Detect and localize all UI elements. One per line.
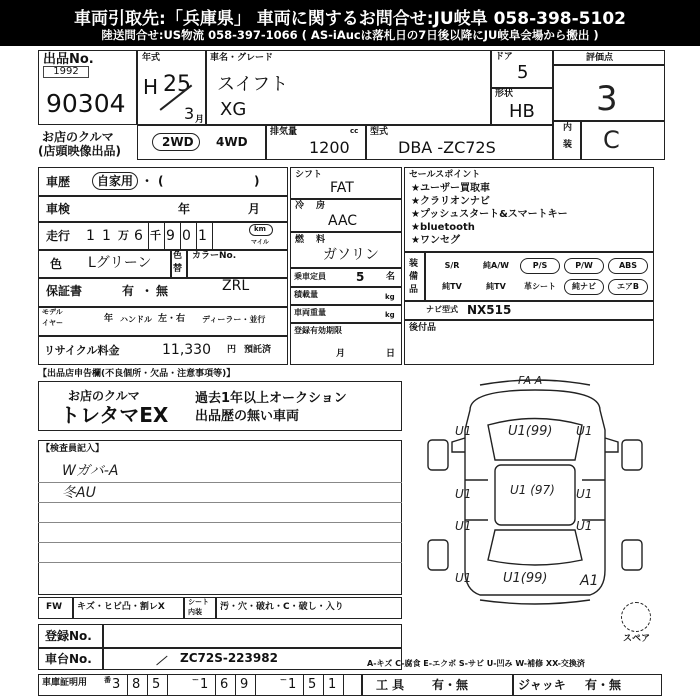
equip-label-char: 装 xyxy=(409,259,419,269)
lot-stamp: 1992 xyxy=(43,66,89,78)
tools-options: 有・無 xyxy=(432,678,469,692)
equip-label-char: 備 xyxy=(409,272,419,282)
equipment-item: 純TV xyxy=(442,282,462,291)
sales-point-item: ★ユーザー買取車 xyxy=(411,183,490,194)
car-grade: XG xyxy=(220,99,247,120)
model-year-unit: 年 xyxy=(104,314,114,324)
weight-unit: kg xyxy=(385,311,395,319)
equipment-item: 純ナビ xyxy=(564,279,604,295)
fw-label: FW xyxy=(46,602,63,612)
cert-digit: 8 xyxy=(132,677,141,692)
shape-value: HB xyxy=(509,101,535,122)
cert-label: 車庫証明用 xyxy=(42,678,88,688)
displacement-label: 排気量 xyxy=(270,127,298,137)
weight-label: 車両重量 xyxy=(294,308,326,317)
notes-label: 【出品店申告欄(不良個所・欠品・注意事項等)】 xyxy=(38,369,236,379)
doors-label: ドア xyxy=(495,52,513,62)
header-shipping-line: 陸送問合せ:US物流 058-397-1066 ( AS-iAucは落札日の7日後以降にJU岐阜会場から搬出 ) xyxy=(101,28,599,42)
displacement-value: 1200 xyxy=(309,138,350,157)
history-paren-open: ( xyxy=(158,174,164,188)
month-unit: 月 xyxy=(195,115,205,125)
cert-digit: 1 xyxy=(288,677,297,692)
km-label: km xyxy=(254,225,266,233)
inspection-label: 車検 xyxy=(46,202,71,216)
history-value: 自家用 xyxy=(97,174,134,188)
color-change-2: 替 xyxy=(173,264,183,274)
equipment-item: P/W xyxy=(564,258,604,274)
warranty-sep: ・ xyxy=(141,284,154,298)
load-label: 積載量 xyxy=(294,290,318,299)
warranty-yes: 有 xyxy=(122,284,135,298)
cert-digit: 9 xyxy=(240,677,249,692)
diagram-mark: U1 xyxy=(455,424,472,438)
displacement-unit: cc xyxy=(350,127,359,135)
diagram-mark: FA A xyxy=(518,374,543,387)
spec-table xyxy=(290,167,402,365)
diagram-mark: U1 xyxy=(576,424,593,438)
notes-line-1: 過去1年以上オークション xyxy=(195,391,347,406)
fuel-label-2: 料 xyxy=(316,235,326,245)
fw-text: キズ・ヒビ凸・割レX xyxy=(77,602,165,612)
diagram-mark: U1 (97) xyxy=(510,483,555,497)
year-value: 25 xyxy=(163,72,191,97)
aftermarket-box xyxy=(404,320,654,365)
notes-shop-title: お店のクルマ xyxy=(68,389,140,403)
cert-digit: 6 xyxy=(220,677,229,692)
rating-score: 3 xyxy=(596,79,618,119)
drive-2wd: 2WD xyxy=(162,135,194,149)
reg-month-unit: 月 xyxy=(336,349,346,359)
tools-label: 工 具 xyxy=(376,678,405,692)
equipment-item: P/S xyxy=(520,258,560,274)
color-no-value: ZRL xyxy=(222,278,250,294)
recycle-unit: 円 xyxy=(227,345,237,355)
equipment-item: 純TV xyxy=(486,282,506,291)
shift-label: シフト xyxy=(295,170,323,180)
dealer-label: ディーラー・並行 xyxy=(202,315,266,324)
shop-note-1: お店のクルマ xyxy=(42,130,114,144)
cert-mark: 番 xyxy=(104,676,111,684)
mileage-digit: 0 xyxy=(182,228,191,244)
capacity-label: 乗車定員 xyxy=(294,272,326,281)
diagram-mark: U1 xyxy=(576,487,593,501)
spare-label: スペア xyxy=(623,634,651,644)
ac-label-1: 冷 xyxy=(295,201,305,211)
history-paren-close: ) xyxy=(254,174,260,188)
reg-expiry-label: 登録有効期限 xyxy=(294,326,342,335)
lot-number: 90304 xyxy=(46,89,126,118)
reg-day-unit: 日 xyxy=(386,349,396,359)
sales-point-item: ★ワンセグ xyxy=(411,235,460,246)
inspection-month-unit: 月 xyxy=(248,202,261,216)
lot-label: 出品No. xyxy=(43,52,94,67)
chassis-label: 車台No. xyxy=(45,652,92,666)
inspection-year-unit: 年 xyxy=(178,202,191,216)
interior-label-1: 内 xyxy=(563,123,573,133)
seat-label-2: 内装 xyxy=(188,608,202,616)
cert-digit: 5 xyxy=(152,677,161,692)
mileage-digit: 1 xyxy=(102,228,111,244)
equipment-item: S/R xyxy=(444,261,460,270)
mileage-unit-man: 万 xyxy=(118,229,129,242)
color-no-label: カラーNo. xyxy=(192,251,237,261)
history-dot: ・ xyxy=(141,174,154,188)
month-value: 3 xyxy=(184,104,195,123)
year-era: H xyxy=(143,75,159,99)
mile-label: マイル xyxy=(251,239,269,246)
mileage-digit: 1 xyxy=(198,228,207,244)
year-label: 年式 xyxy=(142,53,161,63)
model-label: 型式 xyxy=(370,127,389,137)
diagram-mark: U1(99) xyxy=(503,571,548,586)
color-value: Lグリーン xyxy=(88,255,152,271)
sales-point-item: ★bluetooth xyxy=(411,222,475,233)
seat-text: 汚・穴・破れ・C・破し・入り xyxy=(220,602,344,612)
equipment-item: ABS xyxy=(608,258,648,274)
diagram-mark: U1 xyxy=(455,519,472,533)
history-label: 車歴 xyxy=(46,175,71,189)
handle-label: ハンドル xyxy=(120,315,152,324)
rating-label: 評価点 xyxy=(586,53,614,63)
mileage-label: 走行 xyxy=(46,229,71,243)
capacity-value: 5 xyxy=(356,270,365,284)
header-banner xyxy=(0,0,700,46)
fuel-value: ガソリン xyxy=(323,247,379,263)
jack-label: ジャッキ xyxy=(518,678,566,692)
navi-model: NX515 xyxy=(467,303,512,317)
color-change-1: 色 xyxy=(173,251,183,261)
cert-digit: 3 xyxy=(112,677,121,692)
doors-value: 5 xyxy=(517,62,529,83)
diagram-mark: U1 xyxy=(455,487,472,501)
damage-legend: A-キズ C-腐食 E-エクボ S-サビ U-凹み W-補修 XX-交換済 xyxy=(367,659,585,668)
cert-mark: ー xyxy=(280,676,287,684)
equipment-item: エアB xyxy=(608,279,648,295)
mileage-digit: 1 xyxy=(86,228,95,244)
sales-point-item: ★プッシュスタート&スマートキー xyxy=(411,209,568,220)
fuel-label-1: 燃 xyxy=(295,235,305,245)
color-label: 色 xyxy=(50,257,63,271)
mileage-digit: 6 xyxy=(134,228,143,244)
spare-tire-circle xyxy=(621,602,651,632)
drive-4wd: 4WD xyxy=(216,135,248,149)
warranty-label: 保証書 xyxy=(46,284,83,298)
sales-points-label: セールスポイント xyxy=(409,170,481,180)
handle-options: 左・右 xyxy=(158,314,186,324)
capacity-unit: 名 xyxy=(386,272,396,282)
warranty-no: 無 xyxy=(156,284,169,298)
notes-line-2: 出品歴の無い車両 xyxy=(195,409,300,424)
cert-digit: 1 xyxy=(200,677,209,692)
model-year-label-1: モデル xyxy=(42,308,63,316)
car-name: スイフト xyxy=(217,74,289,95)
seat-label-1: シート xyxy=(188,598,209,606)
inspector-label: 【検査員記入】 xyxy=(41,444,105,454)
chassis-value: ZC72S-223982 xyxy=(180,651,278,665)
inspector-note-1: Wガバ-A xyxy=(62,463,119,479)
equipment-item: 革シート xyxy=(524,282,556,291)
mileage-unit-sen: 千 xyxy=(150,229,161,242)
sales-point-item: ★クラリオンナビ xyxy=(411,196,490,207)
interior-label-2: 装 xyxy=(563,140,573,150)
diagram-mark: U1 xyxy=(576,519,593,533)
ac-label-2: 房 xyxy=(316,201,326,211)
aftermarket-label: 後付品 xyxy=(409,323,437,333)
cert-digit: 5 xyxy=(308,677,317,692)
cert-mark: ー xyxy=(192,676,199,684)
header-contact-line: 車両引取先:「兵庫県」 車両に関するお問合せ:JU岐阜 058-398-5102 xyxy=(74,9,626,29)
mileage-digit: 9 xyxy=(166,228,175,244)
notes-brand: トレタマEX xyxy=(60,403,169,427)
load-unit: kg xyxy=(385,293,395,301)
equipment-item: 純A/W xyxy=(483,261,509,270)
shift-value: FAT xyxy=(330,180,354,196)
navi-label: ナビ型式 xyxy=(426,305,458,314)
recycle-amount: 11,330 xyxy=(162,342,211,358)
diagram-mark: A1 xyxy=(580,573,599,589)
ac-value: AAC xyxy=(328,213,358,229)
shape-label: 形状 xyxy=(495,89,514,99)
shop-note-2: (店頭映像出品) xyxy=(38,144,121,158)
inspector-note-2: 冬AU xyxy=(62,485,96,501)
name-label: 車名・グレード xyxy=(210,53,274,63)
diagram-mark: U1(99) xyxy=(508,424,553,439)
jack-options: 有・無 xyxy=(585,678,622,692)
model-value: DBA -ZC72S xyxy=(398,138,496,157)
reg-label: 登録No. xyxy=(45,629,92,643)
interior-score: C xyxy=(603,126,620,154)
equip-label-char: 品 xyxy=(409,285,419,295)
model-year-label-2: イヤー xyxy=(42,319,63,327)
cert-digit: 1 xyxy=(328,677,337,692)
recycle-label: リサイクル料金 xyxy=(44,344,120,357)
diagram-mark: U1 xyxy=(455,571,472,585)
recycle-note: 預託済 xyxy=(244,345,272,355)
